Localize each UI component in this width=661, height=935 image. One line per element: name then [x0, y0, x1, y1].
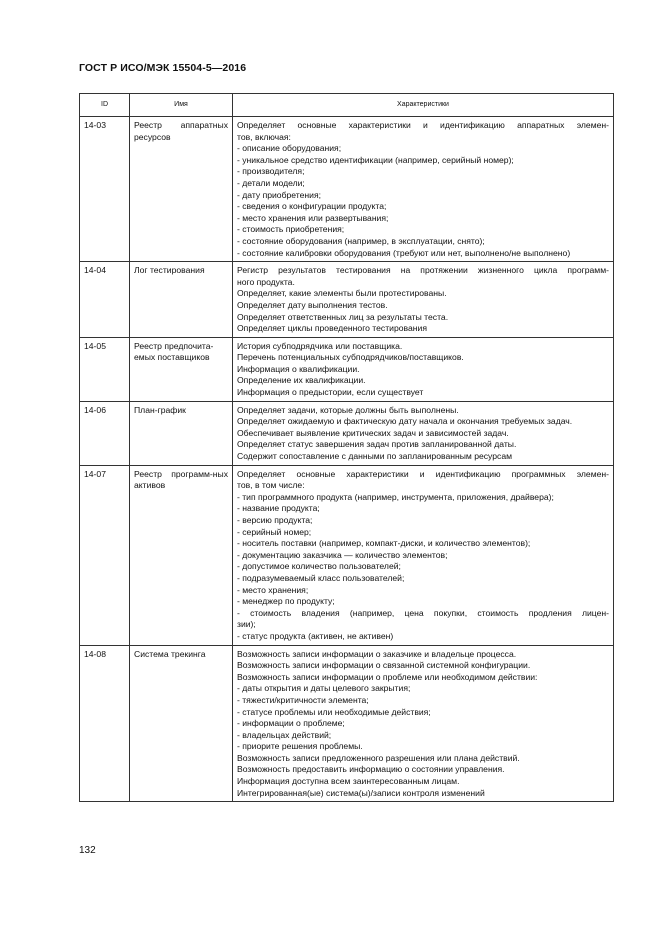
row-name: Реестр предпочита-емых поставщиков [130, 337, 233, 401]
row-characteristics [233, 337, 614, 401]
characteristic-line: - носитель поставки (например, компакт-диски, и количество элементов); [237, 538, 531, 549]
table-row [80, 262, 614, 338]
row-name: Реестр аппаратных ресурсов [130, 117, 233, 262]
spec-table [79, 93, 614, 802]
characteristic-line: - допустимое количество пользователей; [237, 561, 401, 572]
characteristic-line: Определяет задачи, которые должны быть выполнены. [237, 404, 459, 415]
characteristic-line: ного продукта. [237, 276, 295, 287]
row-characteristics [233, 645, 614, 802]
characteristic-line: - тяжести/критичности элемента; [237, 694, 369, 705]
row-id: 14-05 [80, 337, 130, 401]
characteristic-line: Определяет ожидаемую и фактическую дату начала и окончания требуемых задач. [237, 416, 573, 427]
characteristic-line: Определяет дату выполнения тестов. [237, 299, 388, 310]
characteristic-line: Определяет циклы проведенного тестирования [237, 323, 427, 334]
table-row [80, 337, 614, 401]
row-name: Реестр программ-ных активов [130, 465, 233, 645]
characteristic-line: - дату приобретения; [237, 189, 321, 200]
table-header-row [80, 94, 614, 117]
row-characteristics [233, 401, 614, 465]
characteristic-line: - стоимость владения (например, цена покупки, стоимость продления лицен- [237, 607, 609, 618]
row-id: 14-04 [80, 262, 130, 338]
characteristic-line: Возможность записи информации о заказчике и владельце процесса. [237, 648, 517, 659]
row-name: План-график [130, 401, 233, 465]
row-id: 14-03 [80, 117, 130, 262]
characteristic-line: Информация о квалификации. [237, 363, 360, 374]
characteristic-line: Возможность записи предложенного разрешения или плана действий. [237, 752, 520, 763]
row-name: Лог тестирования [130, 262, 233, 338]
characteristic-line: - владельцах действий; [237, 729, 332, 740]
table-row [80, 645, 614, 802]
characteristic-line: - сведения о конфигурации продукта; [237, 201, 387, 212]
characteristic-line: - статусе проблемы или необходимые действия; [237, 706, 431, 717]
characteristic-line: - версию продукта; [237, 515, 313, 525]
characteristic-line: - серийный номер; [237, 526, 312, 537]
characteristic-line: - состояние калибровки оборудования (требуют или нет, выполнено/не выполнено) [237, 247, 571, 258]
page-number: 132 [79, 845, 96, 856]
characteristic-line: Определяет основные характеристики и идентификацию программных элемен- [237, 468, 609, 479]
characteristic-line: - подразумеваемый класс пользователей; [237, 572, 405, 583]
characteristic-line: Определяет статус завершения задач против запланированной даты. [237, 439, 517, 450]
column-header-id: ID [80, 94, 130, 117]
characteristic-line: - тип программного продукта (например, инструмента, приложения, драйвера); [237, 491, 554, 502]
document-header: ГОСТ Р ИСО/МЭК 15504-5—2016 [79, 62, 247, 74]
characteristic-line: Возможность предоставить информацию о состоянии управления. [237, 764, 505, 775]
row-characteristics [233, 262, 614, 338]
characteristic-line: Информация о предыстории, если существует [237, 387, 424, 398]
characteristic-line: - место хранения; [237, 584, 309, 595]
column-header-characteristics: Характеристики [233, 94, 614, 117]
characteristic-line: - детали модели; [237, 177, 305, 188]
characteristic-line: Содержит сопоставление с данными по запланированным ресурсам [237, 451, 513, 462]
characteristic-line: История субподрядчика или поставщика. [237, 340, 403, 351]
characteristic-line: Обеспечивает выявление критических задач и зависимостей задач. [237, 427, 509, 438]
characteristic-line: - информации о проблеме; [237, 718, 345, 729]
characteristic-line: - описание оборудования; [237, 143, 342, 154]
row-id: 14-08 [80, 645, 130, 802]
table-row [80, 117, 614, 262]
row-id: 14-06 [80, 401, 130, 465]
characteristic-line: Информация доступна всем заинтересованным лицам. [237, 776, 460, 787]
characteristic-line: Определение их квалификации. [237, 375, 366, 386]
characteristic-line: Возможность записи информации о проблеме или необходимом действии: [237, 671, 538, 682]
characteristic-line: - документацию заказчика — количество элементов; [237, 549, 448, 560]
column-header-name: Имя [130, 94, 233, 117]
characteristic-line: - приорите решения проблемы. [237, 741, 363, 752]
characteristic-line: тов, включая: [237, 131, 291, 142]
characteristic-line: Возможность записи информации о связанной системной конфигурации. [237, 660, 531, 671]
characteristic-line: - менеджер по продукту; [237, 596, 335, 607]
characteristic-line: зии); [237, 619, 256, 630]
row-id: 14-07 [80, 465, 130, 645]
row-name: Система трекинга [130, 645, 233, 802]
characteristic-line: - производителя; [237, 166, 305, 177]
characteristic-line: - стоимость приобретения; [237, 224, 345, 235]
characteristic-line: Перечень потенциальных субподрядчиков/поставщиков. [237, 352, 464, 363]
characteristic-line: Интегрированная(ые) система(ы)/записи контроля изменений [237, 787, 485, 798]
table-row [80, 465, 614, 645]
characteristic-line: Регистр результатов тестирования на протяжении жизненного цикла программ- [237, 265, 609, 276]
row-characteristics [233, 117, 614, 262]
characteristic-line: - даты открытия и даты целевого закрытия; [237, 683, 411, 694]
row-characteristics [233, 465, 614, 645]
characteristic-line: Определяет, какие элементы были протестированы. [237, 288, 447, 299]
characteristic-line: - состояние оборудования (например, в эксплуатации, снято); [237, 235, 485, 246]
characteristic-line: Определяет ответственных лиц за результаты теста. [237, 311, 449, 322]
characteristic-line: тов, в том числе: [237, 480, 305, 491]
table-row [80, 401, 614, 465]
characteristic-line: - статус продукта (активен, не активен) [237, 630, 394, 641]
characteristic-line: - уникальное средство идентификации (например, серийный номер); [237, 154, 514, 165]
characteristic-line: - название продукта; [237, 503, 320, 514]
characteristic-line: Определяет основные характеристики и идентификацию аппаратных элемен- [237, 120, 609, 130]
characteristic-line: - место хранения или развертывания; [237, 212, 389, 223]
